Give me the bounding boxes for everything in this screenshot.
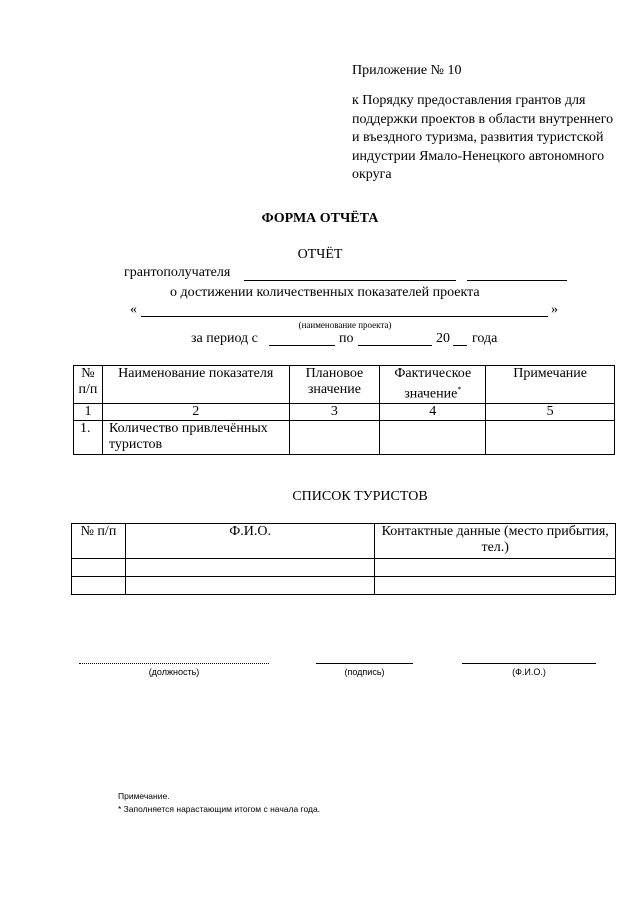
numbering-cell: 1 bbox=[74, 403, 103, 420]
recipient-line-2 bbox=[467, 280, 567, 281]
position-caption: (должность) bbox=[148, 667, 200, 677]
appendix-description: к Порядку предоставления грантов для поддержки проектов в области внутреннего и въездного туризма, развития туристской индустрии Ямало-Ненецкого автономного округа bbox=[352, 93, 614, 182]
recipient-line-1 bbox=[244, 280, 456, 281]
asterisk-mark: * bbox=[457, 385, 462, 394]
numbering-cell: 5 bbox=[486, 403, 615, 420]
header-full-name: Ф.И.О. bbox=[125, 524, 375, 559]
project-name-line bbox=[141, 316, 548, 317]
numbering-cell: 4 bbox=[380, 403, 486, 420]
signature-caption: (подпись) bbox=[344, 667, 385, 677]
report-subtitle: о достижении количественных показателей проекта bbox=[170, 285, 480, 300]
signature-line bbox=[316, 663, 413, 664]
row-note bbox=[486, 420, 615, 454]
header-num: № п/п bbox=[74, 366, 103, 404]
table-row bbox=[74, 420, 615, 454]
report-title: ОТЧЁТ bbox=[297, 247, 343, 262]
row-planned-value bbox=[289, 420, 380, 454]
period-from-label: за период с bbox=[191, 331, 258, 346]
header-planned-value: Плановое значение bbox=[289, 366, 380, 404]
full-name-line bbox=[462, 663, 596, 664]
period-from-line bbox=[269, 345, 335, 346]
form-title: ФОРМА ОТЧЁТА bbox=[261, 211, 379, 226]
empty-cell bbox=[125, 577, 375, 595]
numbering-row bbox=[74, 403, 615, 420]
footnote-label: Примечание. bbox=[118, 791, 170, 801]
open-quote: « bbox=[130, 302, 137, 317]
header-actual-value bbox=[380, 366, 486, 404]
header-indicator-name: Наименование показателя bbox=[102, 366, 289, 404]
period-to-line bbox=[358, 345, 432, 346]
header-actual-value-label: Фактическое значение bbox=[394, 366, 472, 402]
period-to-label: по bbox=[339, 331, 354, 346]
numbering-cell: 2 bbox=[102, 403, 289, 420]
numbering-cell: 3 bbox=[289, 403, 380, 420]
tourists-header-row bbox=[72, 524, 616, 559]
empty-cell bbox=[375, 577, 616, 595]
footnote-text: * Заполняется нарастающим итогом с начала года. bbox=[118, 804, 321, 814]
recipient-label: грантополучателя bbox=[124, 265, 231, 280]
year-prefix: 20 bbox=[436, 331, 450, 346]
position-line bbox=[79, 663, 269, 664]
empty-cell bbox=[72, 559, 126, 577]
year-line bbox=[453, 345, 467, 346]
appendix-title: Приложение № 10 bbox=[352, 63, 462, 78]
row-indicator-name: Количество привлечённых туристов bbox=[102, 420, 289, 454]
row-num: 1. bbox=[74, 420, 103, 454]
empty-cell bbox=[375, 559, 616, 577]
header-contacts: Контактные данные (место прибытия, тел.) bbox=[375, 524, 616, 559]
empty-cell bbox=[72, 577, 126, 595]
tourists-title: СПИСОК ТУРИСТОВ bbox=[292, 489, 428, 504]
indicators-table bbox=[73, 365, 615, 455]
table-row bbox=[72, 559, 616, 577]
row-actual-value bbox=[380, 420, 486, 454]
tourists-table bbox=[71, 523, 616, 595]
project-caption: (наименование проекта) bbox=[298, 320, 392, 330]
table-row bbox=[72, 577, 616, 595]
year-suffix: года bbox=[472, 331, 498, 346]
full-name-caption: (Ф.И.О.) bbox=[512, 667, 546, 677]
empty-cell bbox=[125, 559, 375, 577]
header-note: Примечание bbox=[486, 366, 615, 404]
indicators-header-row bbox=[74, 366, 615, 404]
header-num: № п/п bbox=[72, 524, 126, 559]
close-quote: » bbox=[551, 302, 558, 317]
